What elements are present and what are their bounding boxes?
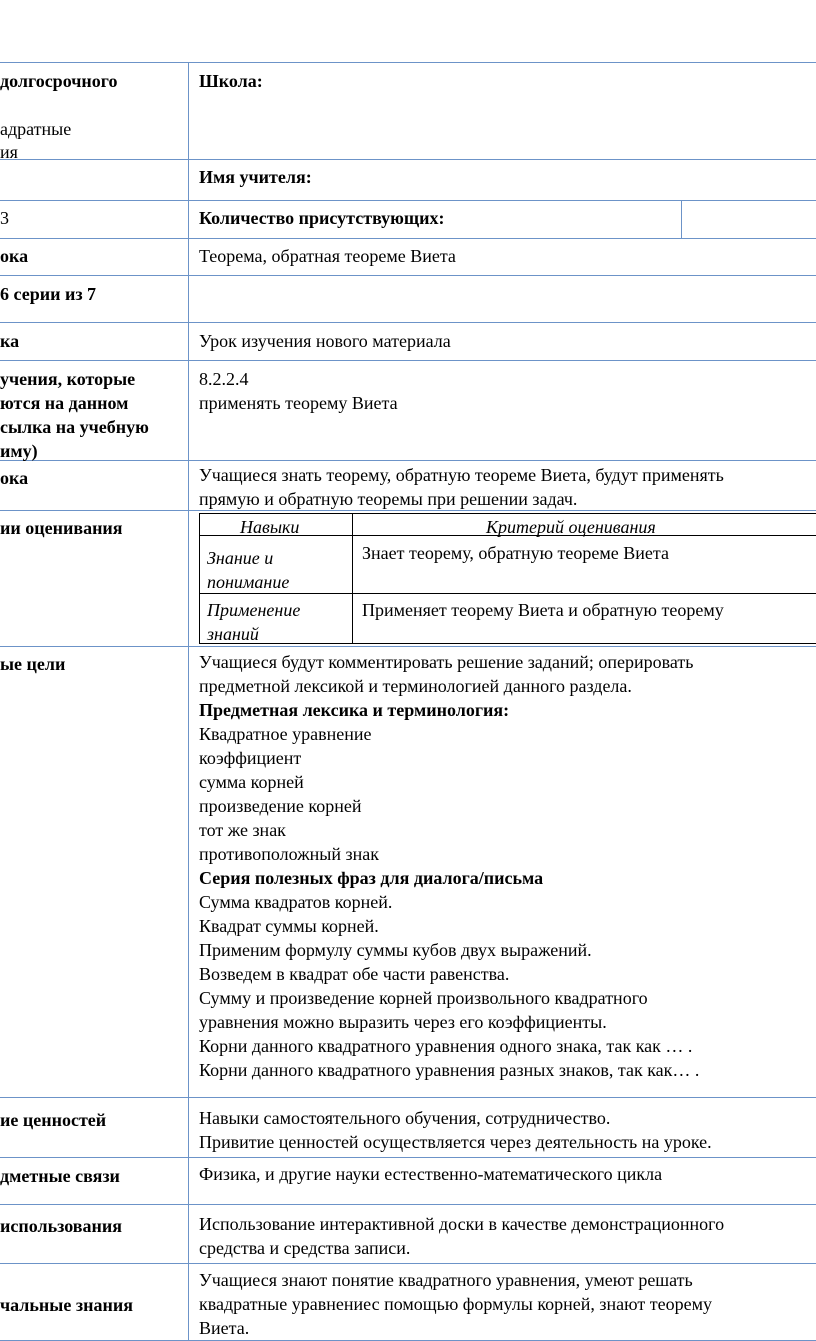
left-label-series: 6 серии из 7 — [0, 284, 97, 304]
grid-line — [0, 1263, 816, 1264]
phrase-item: Квадрат суммы корней. — [199, 916, 379, 936]
grid-line — [0, 1097, 816, 1098]
criteria-line — [199, 593, 816, 594]
vocab-item: противоположный знак — [199, 844, 379, 864]
criteria-header-skills: Навыки — [240, 517, 300, 537]
lesson-goal-line: Учащиеся знать теорему, обратную теореме Виета, будут применять — [199, 465, 724, 485]
criteria-line — [199, 643, 816, 644]
values-line: Навыки самостоятельного обучения, сотрудничество. — [199, 1108, 611, 1128]
vocab-item: коэффициент — [199, 748, 302, 768]
grid-line — [0, 322, 816, 323]
grid-line — [0, 1204, 816, 1205]
left-label-values: ие ценностей — [0, 1110, 107, 1130]
phrase-item: Возведем в квадрат обе части равенства. — [199, 964, 510, 984]
left-label-ict: использования — [0, 1216, 122, 1236]
left-label-unit: адратные — [0, 119, 72, 139]
left-label-objectives: учения, которые — [0, 369, 136, 389]
criteria-skill: понимание — [207, 572, 290, 592]
left-label-cross: дметные связи — [0, 1166, 120, 1186]
phrase-item: уравнения можно выразить через его коэффициенты. — [199, 1012, 607, 1032]
left-label-language: ые цели — [0, 654, 66, 674]
criteria-header-criterion: Критерий оценивания — [486, 517, 656, 537]
prior-knowledge-line: квадратные уравнениес помощью формулы корней, знают теорему — [199, 1294, 712, 1314]
grid-line — [0, 1157, 816, 1158]
grid-line — [188, 62, 189, 1341]
criteria-line — [199, 513, 200, 643]
ict-line: Использование интерактивной доски в качестве демонстрационного — [199, 1214, 725, 1234]
vocab-item: произведение корней — [199, 796, 362, 816]
phrase-item: Корни данного квадратного уравнения разных знаков, так как… . — [199, 1060, 700, 1080]
phrase-item: Корни данного квадратного уравнения одного знака, так как … . — [199, 1036, 693, 1056]
left-label-objectives: ются на данном — [0, 393, 129, 413]
lesson-type: Урок изучения нового материала — [199, 331, 451, 351]
lesson-goal-line: прямую и обратную теоремы при решении задач. — [199, 489, 578, 509]
prior-knowledge-line: Виета. — [199, 1318, 250, 1338]
phrase-item: Сумма квадратов корней. — [199, 892, 393, 912]
objective-code: 8.2.2.4 — [199, 369, 249, 389]
left-label-unit: долгосрочного — [0, 71, 118, 91]
grid-line — [0, 62, 816, 63]
phrases-heading: Серия полезных фраз для диалога/письма — [199, 868, 544, 888]
values-line: Привитие ценностей осуществляется через деятельность на уроке. — [199, 1132, 712, 1152]
phrase-item: Сумму и произведение корней произвольного квадратного — [199, 988, 648, 1008]
grid-line — [0, 200, 816, 201]
grid-line — [0, 238, 816, 239]
grid-line — [681, 200, 682, 238]
ict-line: средства и средства записи. — [199, 1238, 411, 1258]
left-label-prior: чальные знания — [0, 1295, 133, 1315]
objective-text: применять теорему Виета — [199, 393, 398, 413]
language-intro: предметной лексикой и терминологией данного раздела. — [199, 676, 632, 696]
criteria-line — [199, 513, 816, 514]
vocab-item: Квадратное уравнение — [199, 724, 372, 744]
grid-line — [0, 646, 816, 647]
criteria-skill: Знание и — [207, 548, 274, 568]
left-label-objectives: сылка на учебную — [0, 417, 149, 437]
cross-curricular: Физика, и другие науки естественно-математического цикла — [199, 1164, 663, 1184]
left-label-goals: ока — [0, 468, 29, 488]
vocab-item: сумма корней — [199, 772, 304, 792]
prior-knowledge-line: Учащиеся знают понятие квадратного уравнения, умеют решать — [199, 1270, 693, 1290]
criteria-criterion: Знает теорему, обратную теореме Виета — [362, 543, 669, 563]
left-label-unit: ия — [0, 142, 18, 162]
lesson-topic: Теорема, обратная теореме Виета — [199, 246, 456, 266]
grid-line — [0, 360, 816, 361]
grid-line — [0, 159, 816, 160]
school-label: Школа: — [199, 71, 263, 91]
vocab-item: тот же знак — [199, 820, 286, 840]
left-label-objectives: иму) — [0, 441, 38, 461]
criteria-skill: Применение — [207, 600, 301, 620]
attendance-label: Количество присутствующих: — [199, 208, 445, 228]
criteria-criterion: Применяет теорему Виета и обратную теорему — [362, 600, 724, 620]
left-label-criteria: ии оценивания — [0, 518, 123, 538]
left-label-topic: ока — [0, 246, 29, 266]
left-label-type: ка — [0, 331, 20, 351]
teacher-label: Имя учителя: — [199, 167, 312, 187]
grid-line — [0, 275, 816, 276]
criteria-skill: знаний — [207, 624, 259, 644]
language-intro: Учащиеся будут комментировать решение заданий; оперировать — [199, 652, 694, 672]
grid-line — [0, 460, 816, 461]
vocab-heading: Предметная лексика и терминология: — [199, 700, 510, 720]
left-label-date: 3 — [0, 208, 9, 228]
criteria-line — [352, 513, 353, 643]
phrase-item: Применим формулу суммы кубов двух выражений. — [199, 940, 592, 960]
